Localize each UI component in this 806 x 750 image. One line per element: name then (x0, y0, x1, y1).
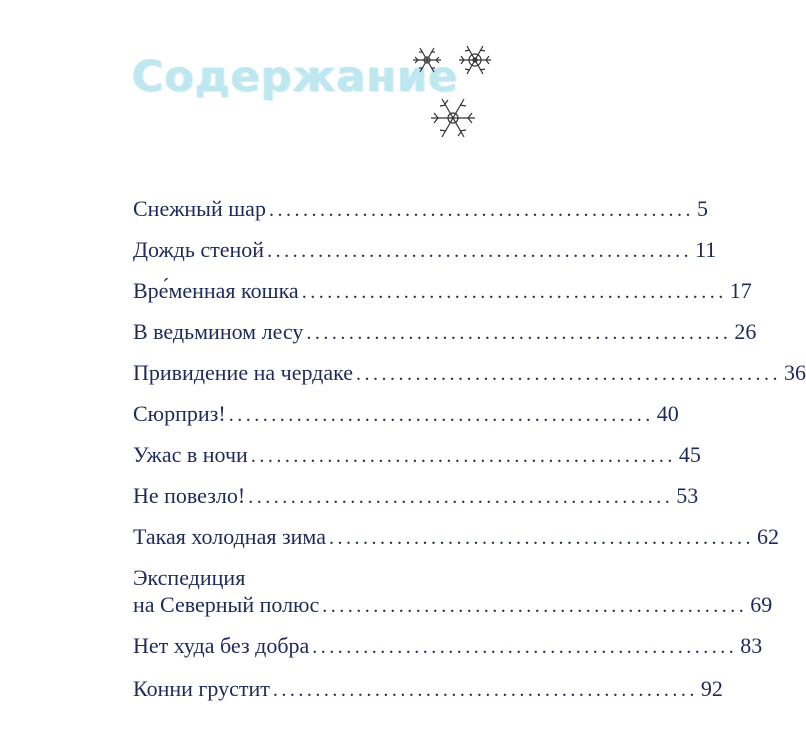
leader-dots: .................................................. (248, 486, 674, 508)
toc-entry-title-line1: Экспедиция (133, 565, 246, 590)
toc-entry-title: Ужас в ночи (133, 442, 248, 467)
toc-entry[interactable] (133, 632, 763, 661)
toc-entry-page: 40 (656, 401, 679, 426)
toc-entry-page: 5 (696, 196, 708, 221)
toc-entry-page: 45 (678, 442, 701, 467)
toc-entry[interactable] (133, 482, 699, 511)
toc-entry[interactable] (133, 318, 757, 347)
snowflake-icon (413, 48, 441, 72)
toc-entry-page: 92 (700, 676, 723, 701)
toc-entry-title: В ведьмином лесу (133, 319, 304, 344)
toc-entry[interactable] (133, 236, 717, 265)
leader-dots: .................................................. (306, 322, 732, 344)
toc-entry-page: 36 (784, 360, 806, 385)
leader-dots: .................................................. (301, 281, 727, 303)
snowflake-icon (431, 99, 475, 137)
toc-entry[interactable] (133, 675, 723, 704)
toc-entry[interactable] (133, 400, 679, 429)
toc-entry-title: Конни грустит (133, 676, 270, 701)
leader-dots: .................................................. (356, 363, 782, 385)
toc-entry-page: 62 (756, 524, 779, 549)
toc-entry-title: Такая холодная зима (133, 524, 326, 549)
toc-entry-page: 11 (695, 237, 717, 262)
leader-dots: .................................................. (267, 240, 693, 262)
toc-entry[interactable] (133, 441, 701, 470)
leader-dots: .................................................. (328, 527, 754, 549)
toc-entry[interactable] (133, 277, 752, 306)
toc-entry-page: 83 (740, 633, 763, 658)
toc-entry-title: Сюрприз! (133, 401, 226, 426)
toc-entry-page: 53 (676, 483, 699, 508)
toc-entry-page: 17 (729, 278, 752, 303)
leader-dots: .................................................. (272, 679, 698, 701)
toc-entry[interactable] (133, 195, 708, 224)
toc-entry[interactable] (133, 359, 806, 388)
contents-title: Содержание (132, 52, 459, 102)
toc-entry-title: на Северный полюс (133, 592, 320, 617)
toc-entry[interactable] (133, 564, 773, 620)
toc-entry-title: Не повезло! (133, 483, 246, 508)
snowflake-icon (459, 46, 491, 74)
toc-entry-title: Вре́менная кошка (133, 278, 299, 303)
snowflakes-decoration (405, 38, 515, 150)
toc-entry-title: Привидение на чердаке (133, 360, 354, 385)
leader-dots: .................................................. (312, 636, 738, 658)
leader-dots: .................................................. (250, 445, 676, 467)
toc-entry-title: Снежный шар (133, 196, 266, 221)
leader-dots: .................................................. (322, 595, 748, 617)
toc-entry-page: 69 (750, 592, 773, 617)
toc-entry-title: Нет худа без добра (133, 633, 310, 658)
toc-entry[interactable] (133, 523, 779, 552)
leader-dots: .................................................. (268, 199, 694, 221)
toc-entry-title: Дождь стеной (133, 237, 265, 262)
leader-dots: .................................................. (228, 404, 654, 426)
toc-entry-page: 26 (734, 319, 757, 344)
